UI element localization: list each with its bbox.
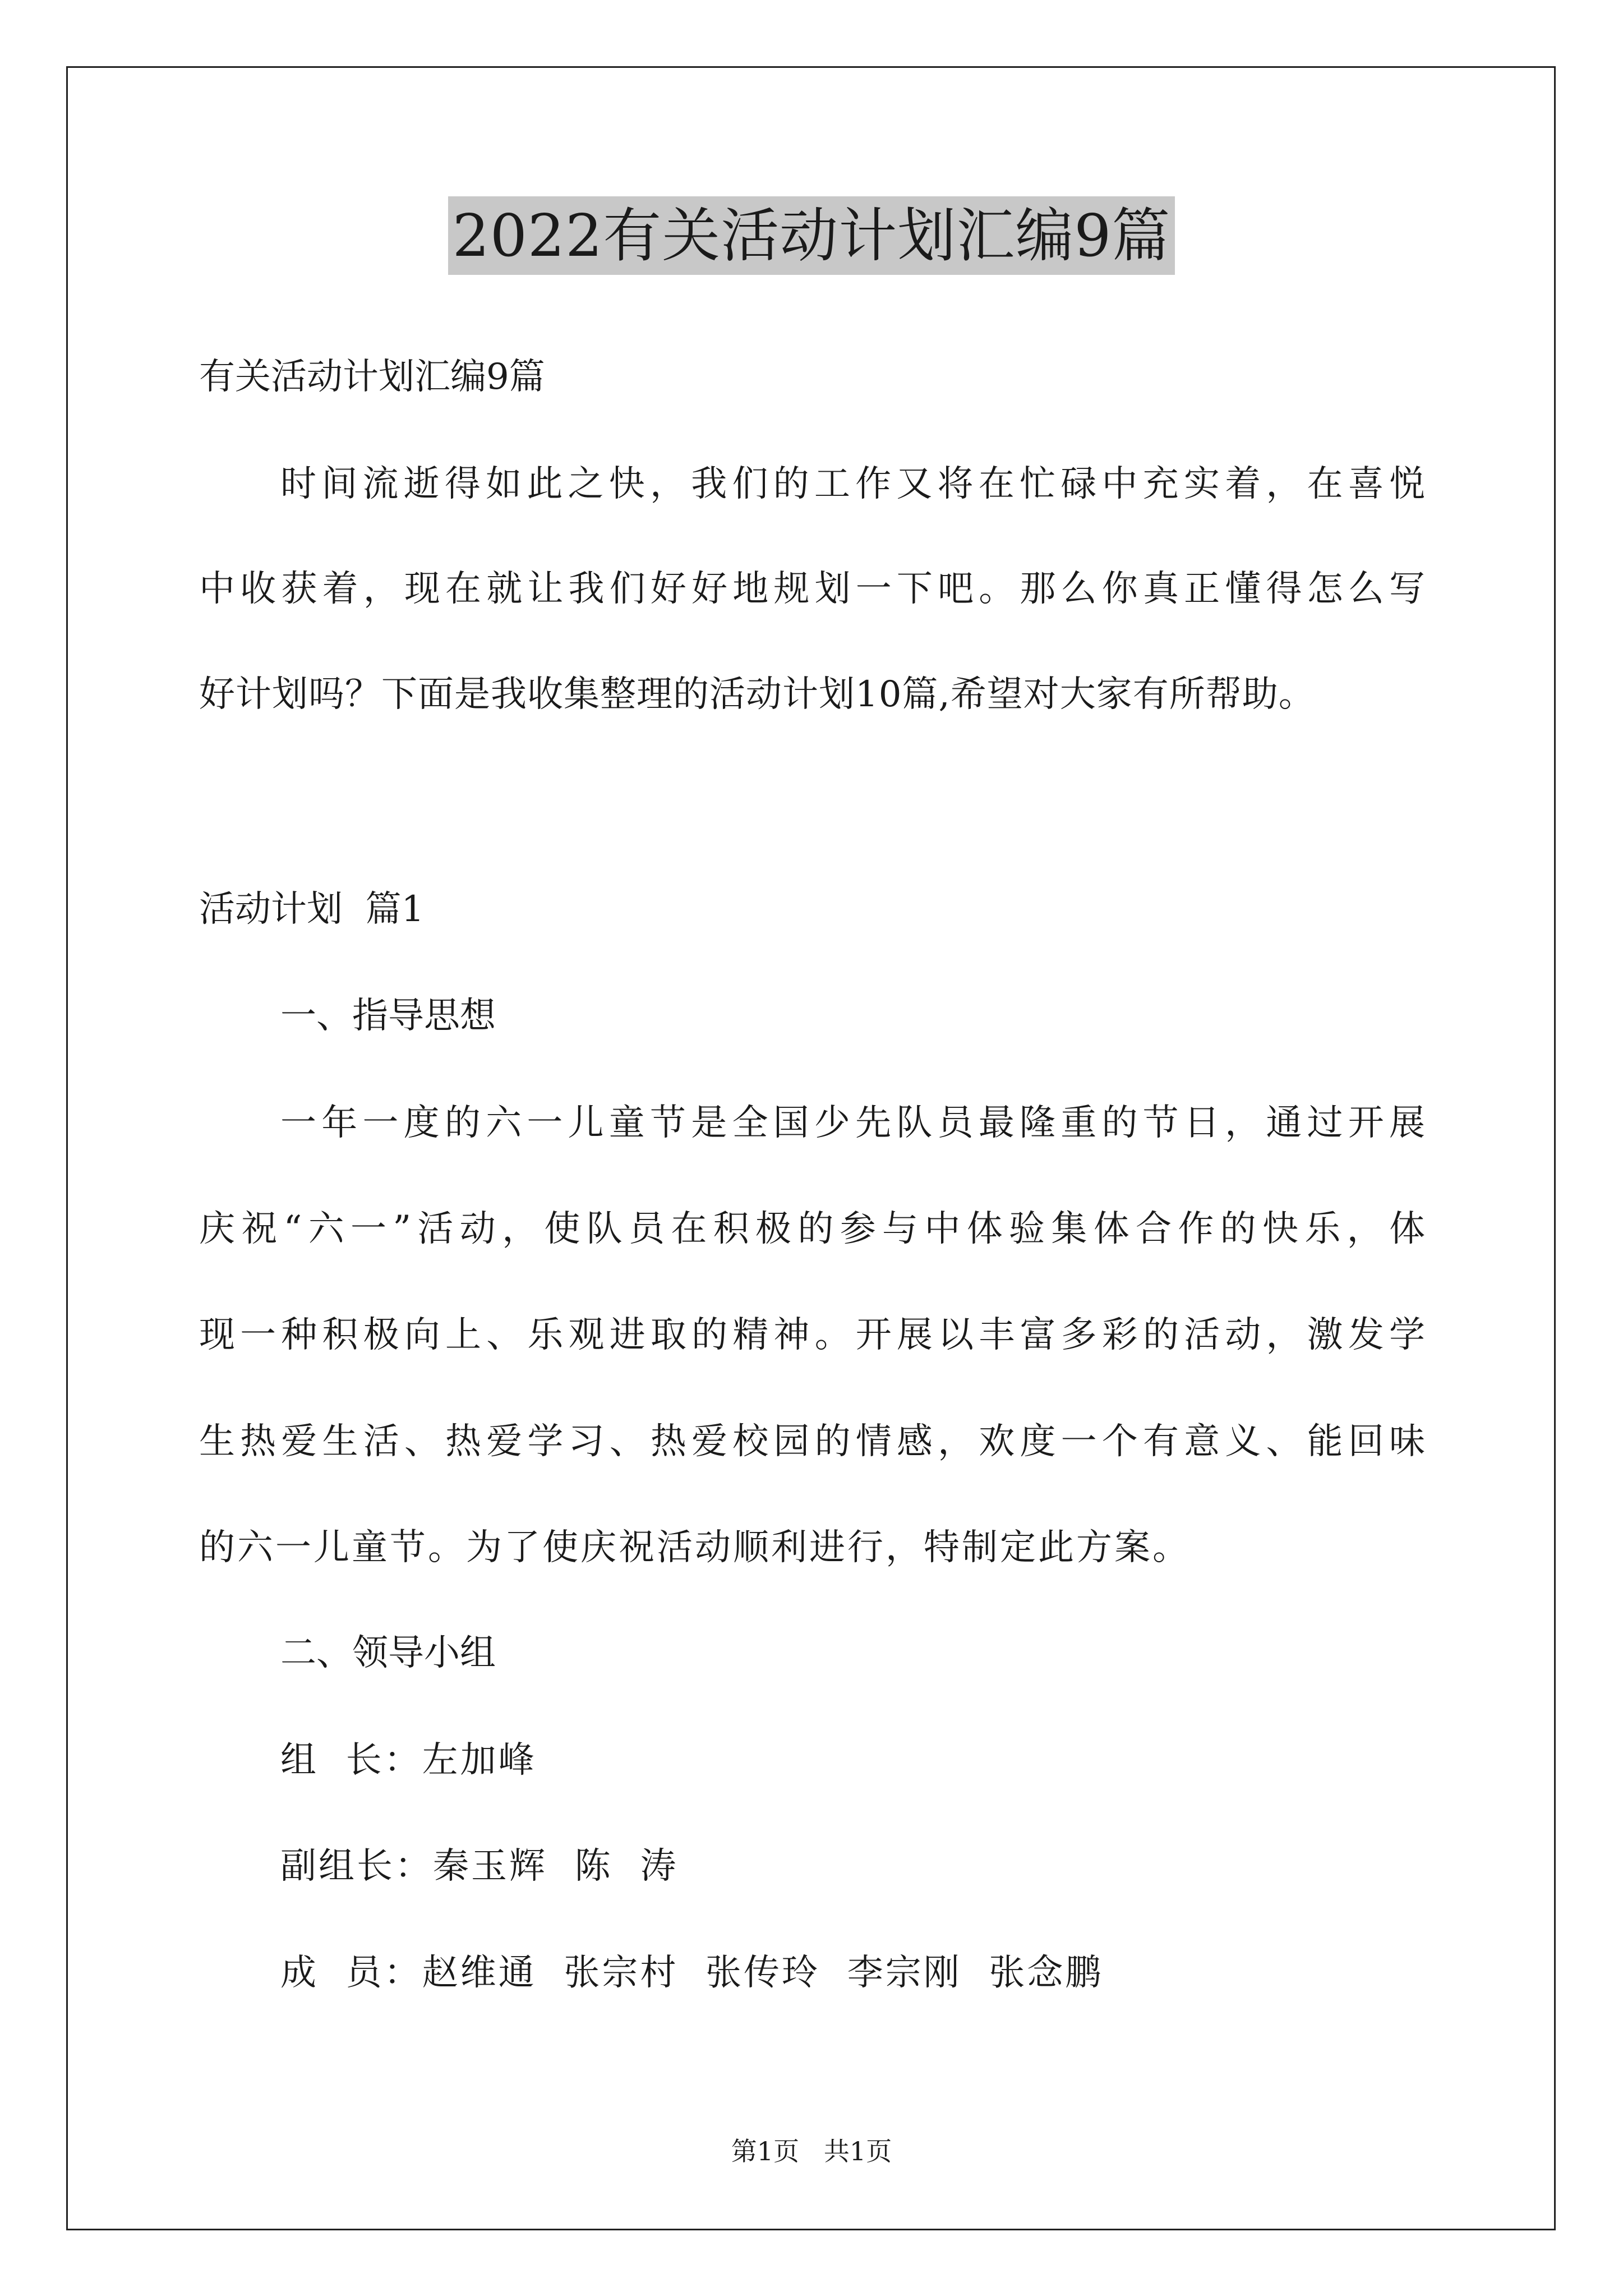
guide-line-2: 庆祝“六一”活动，使队员在积极的参与中体验集体合作的快乐，体 — [199, 1208, 1427, 1250]
guide-line-5: 的六一儿童节。为了使庆祝活动顺利进行，特制定此方案。 — [199, 1527, 1191, 1568]
deputy-line: 副组长：秦玉辉 陈 涛 — [280, 1846, 679, 1887]
leader-line: 组 长：左加峰 — [280, 1740, 537, 1781]
leadership-heading: 二、领导小组 — [280, 1632, 496, 1674]
section-heading: 活动计划 篇1 — [199, 889, 425, 930]
guide-line-4: 生热爱生活、热爱学习、热爱校园的情感，欢度一个有意义、能回味 — [199, 1421, 1427, 1462]
document-title: 2022有关活动计划汇编9篇 — [448, 196, 1175, 275]
guide-line-1: 一年一度的六一儿童节是全国少先队员最隆重的节日，通过开展 — [280, 1102, 1427, 1144]
members-line: 成 员：赵维通 张宗村 张传玲 李宗刚 张念鹏 — [280, 1952, 1104, 1994]
page-footer: 第1页 共1页 — [731, 2136, 892, 2166]
intro-line-2: 中收获着，现在就让我们好好地规划一下吧。那么你真正懂得怎么写 — [199, 568, 1427, 610]
intro-line-1: 时间流逝得如此之快，我们的工作又将在忙碌中充实着，在喜悦 — [280, 463, 1427, 505]
guide-heading: 一、指导思想 — [280, 995, 496, 1037]
intro-line-3: 好计划吗？下面是我收集整理的活动计划10篇,希望对大家有所帮助。 — [199, 674, 1315, 715]
title-container — [0, 196, 1623, 275]
document-subtitle: 有关活动计划汇编9篇 — [199, 356, 545, 398]
guide-line-3: 现一种积极向上、乐观进取的精神。开展以丰富多彩的活动，激发学 — [199, 1314, 1427, 1356]
